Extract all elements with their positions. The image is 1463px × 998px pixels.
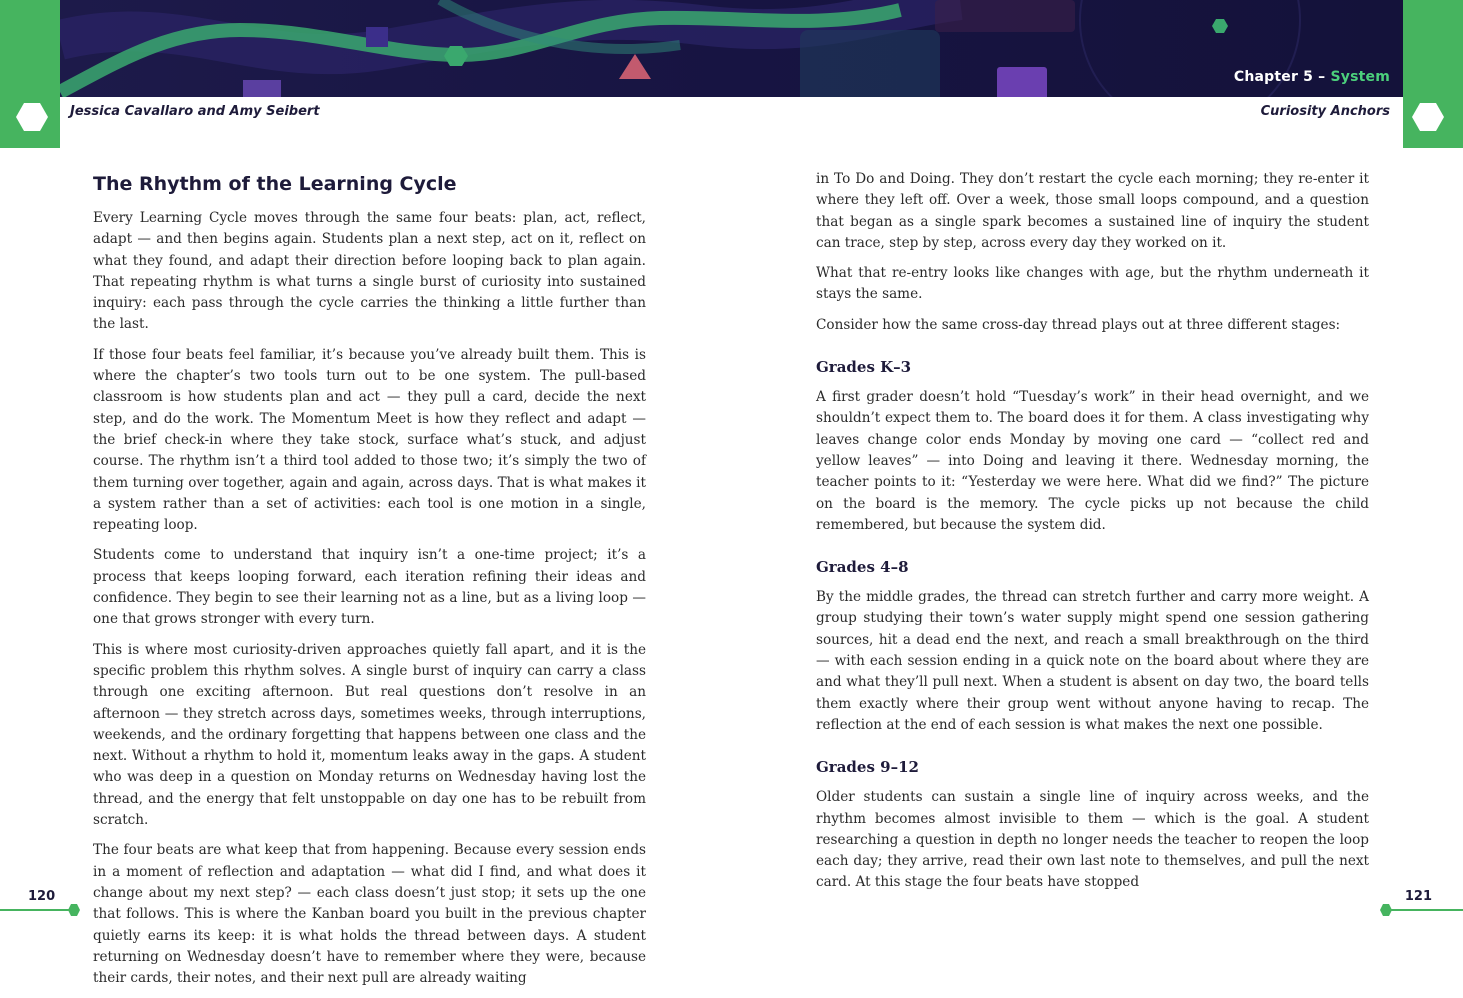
left-footer-rule — [0, 909, 70, 911]
grade-heading: Grades 9–12 — [816, 758, 919, 777]
chapter-prefix: Chapter 5 – — [1233, 69, 1331, 85]
right-hexagon-icon — [1411, 100, 1445, 134]
grade-paragraph: Older students can sustain a single line of inquiry across weeks, and the rhythm becomes almost invisible to them — which is the goal. A student researching a question in depth no longer needs the teacher to reopen the loop each day; they arrive, read their own last note to themselves, and pull the next card. At this stage the four beats have stopped — [816, 789, 1369, 891]
section-title: The Rhythm of the Learning Cycle — [93, 173, 457, 195]
body-paragraph: Every Learning Cycle moves through the same four beats: plan, act, reflect, adapt — and then begins again. Students plan a next step, act on it, reflect on what they found, and adapt their direction before looping back to plan again. That repeating rhythm is what turns a single burst of curiosity into sustained inquiry: each pass through the cycle carries the thinking a little further than the last. — [93, 210, 646, 333]
right-page-column — [816, 169, 1369, 903]
chapter-banner — [60, 0, 1403, 97]
grade-paragraph: A first grader doesn’t hold “Tuesday’s work” in their head overnight, and we shouldn’t expect them to. The board does it for them. A class investigating why leaves change color ends Monday by moving one card — “collect red and yellow leaves” — into Doing and leaving it there. Wednesday morning, the teacher points to it: “Yesterday we were here. What did we find?” The picture on the board is the memory. The cycle picks up not because the child remembered, but because the system did. — [816, 389, 1369, 533]
right-page-number: 121 — [1404, 889, 1432, 904]
chapter-name: System — [1330, 69, 1390, 85]
body-paragraph: What that re-entry looks like changes with age, but the rhythm underneath it stays the same. — [816, 265, 1369, 303]
left-hexagon-icon — [15, 100, 49, 134]
body-paragraph: This is where most curiosity-driven approaches quietly fall apart, and it is the specific problem this rhythm solves. A single burst of inquiry can carry a class through one exciting afternoon. But real questions don’t resolve in an afternoon — they stretch across days, sometimes weeks, through interruptions, weekends, and the ordinary forgetting that happens between one class and the next. Without a rhythm to hold it, momentum leaks away in the gaps. A student who was deep in a question on Monday returns on Wednesday having lost the thread, and the energy that felt unstoppable on day one has to be rebuilt from scratch. — [93, 641, 646, 829]
left-page-column — [93, 168, 646, 998]
left-footer-hexagon-icon — [67, 903, 81, 917]
chapter-label — [1234, 69, 1390, 85]
left-page-number: 120 — [28, 889, 56, 904]
body-paragraph: Consider how the same cross-day thread plays out at three different stages: — [816, 316, 1341, 333]
body-paragraph: If those four beats feel familiar, it’s because you’ve already built them. This is where the chapter’s two tools turn out to be one system. The pull-based classroom is how students plan and act — they pull a card, decide the next step, and do the work. The Momentum Meet is how they reflect and adapt — the brief check-in where they take stock, surface what’s stuck, and adjust course. The rhythm isn’t a third tool added to those two; it’s simply the two of them turning over together, again and again, across days. That is what makes it a system rather than a set of activities: each tool is one motion in a single, repeating loop. — [93, 346, 646, 534]
right-footer-rule — [1385, 909, 1463, 911]
grade-heading: Grades 4–8 — [816, 558, 909, 577]
body-paragraph: The four beats are what keep that from happening. Because every session ends in a moment of reflection and adaptation — what did I find, and what does it change about my next step? — each class doesn’t just stop; it sets up the one that follows. This is where the Kanban board you built in the previous chapter quietly earns its keep: it is what holds the thread between days. A student returning on Wednesday doesn’t have to remember where they were, because their cards, their notes, and their next pull are already waiting — [93, 842, 646, 987]
author-running-head: Jessica Cavallaro and Amy Seibert — [70, 104, 320, 119]
body-paragraph: Students come to understand that inquiry isn’t a one-time project; it’s a process that keeps looping forward, each iteration refining their ideas and confidence. They begin to see their learning not as a line, but as a living loop — one that grows stronger with every turn. — [93, 547, 646, 628]
right-footer-hexagon-icon — [1379, 903, 1393, 917]
section-running-head: Curiosity Anchors — [1260, 104, 1390, 119]
body-paragraph: in To Do and Doing. They don’t restart the cycle each morning; they re-enter it where they left off. Over a week, those small loops compound, and a question that began as a single spark becomes a sustained line of inquiry the student can trace, step by step, across every day they worked on it. — [816, 171, 1369, 251]
grade-paragraph: By the middle grades, the thread can stretch further and carry more weight. A group studying their town’s water supply might spend one session gathering sources, hit a dead end the next, and reach a small breakthrough on the third — with each session ending in a quick note on the board about where they are and what they’ll pull next. When a student is absent on day two, the board tells them exactly where their group went without anyone having to recap. The reflection at the end of each session is what makes the next one possible. — [816, 589, 1369, 733]
grade-heading: Grades K–3 — [816, 358, 912, 377]
